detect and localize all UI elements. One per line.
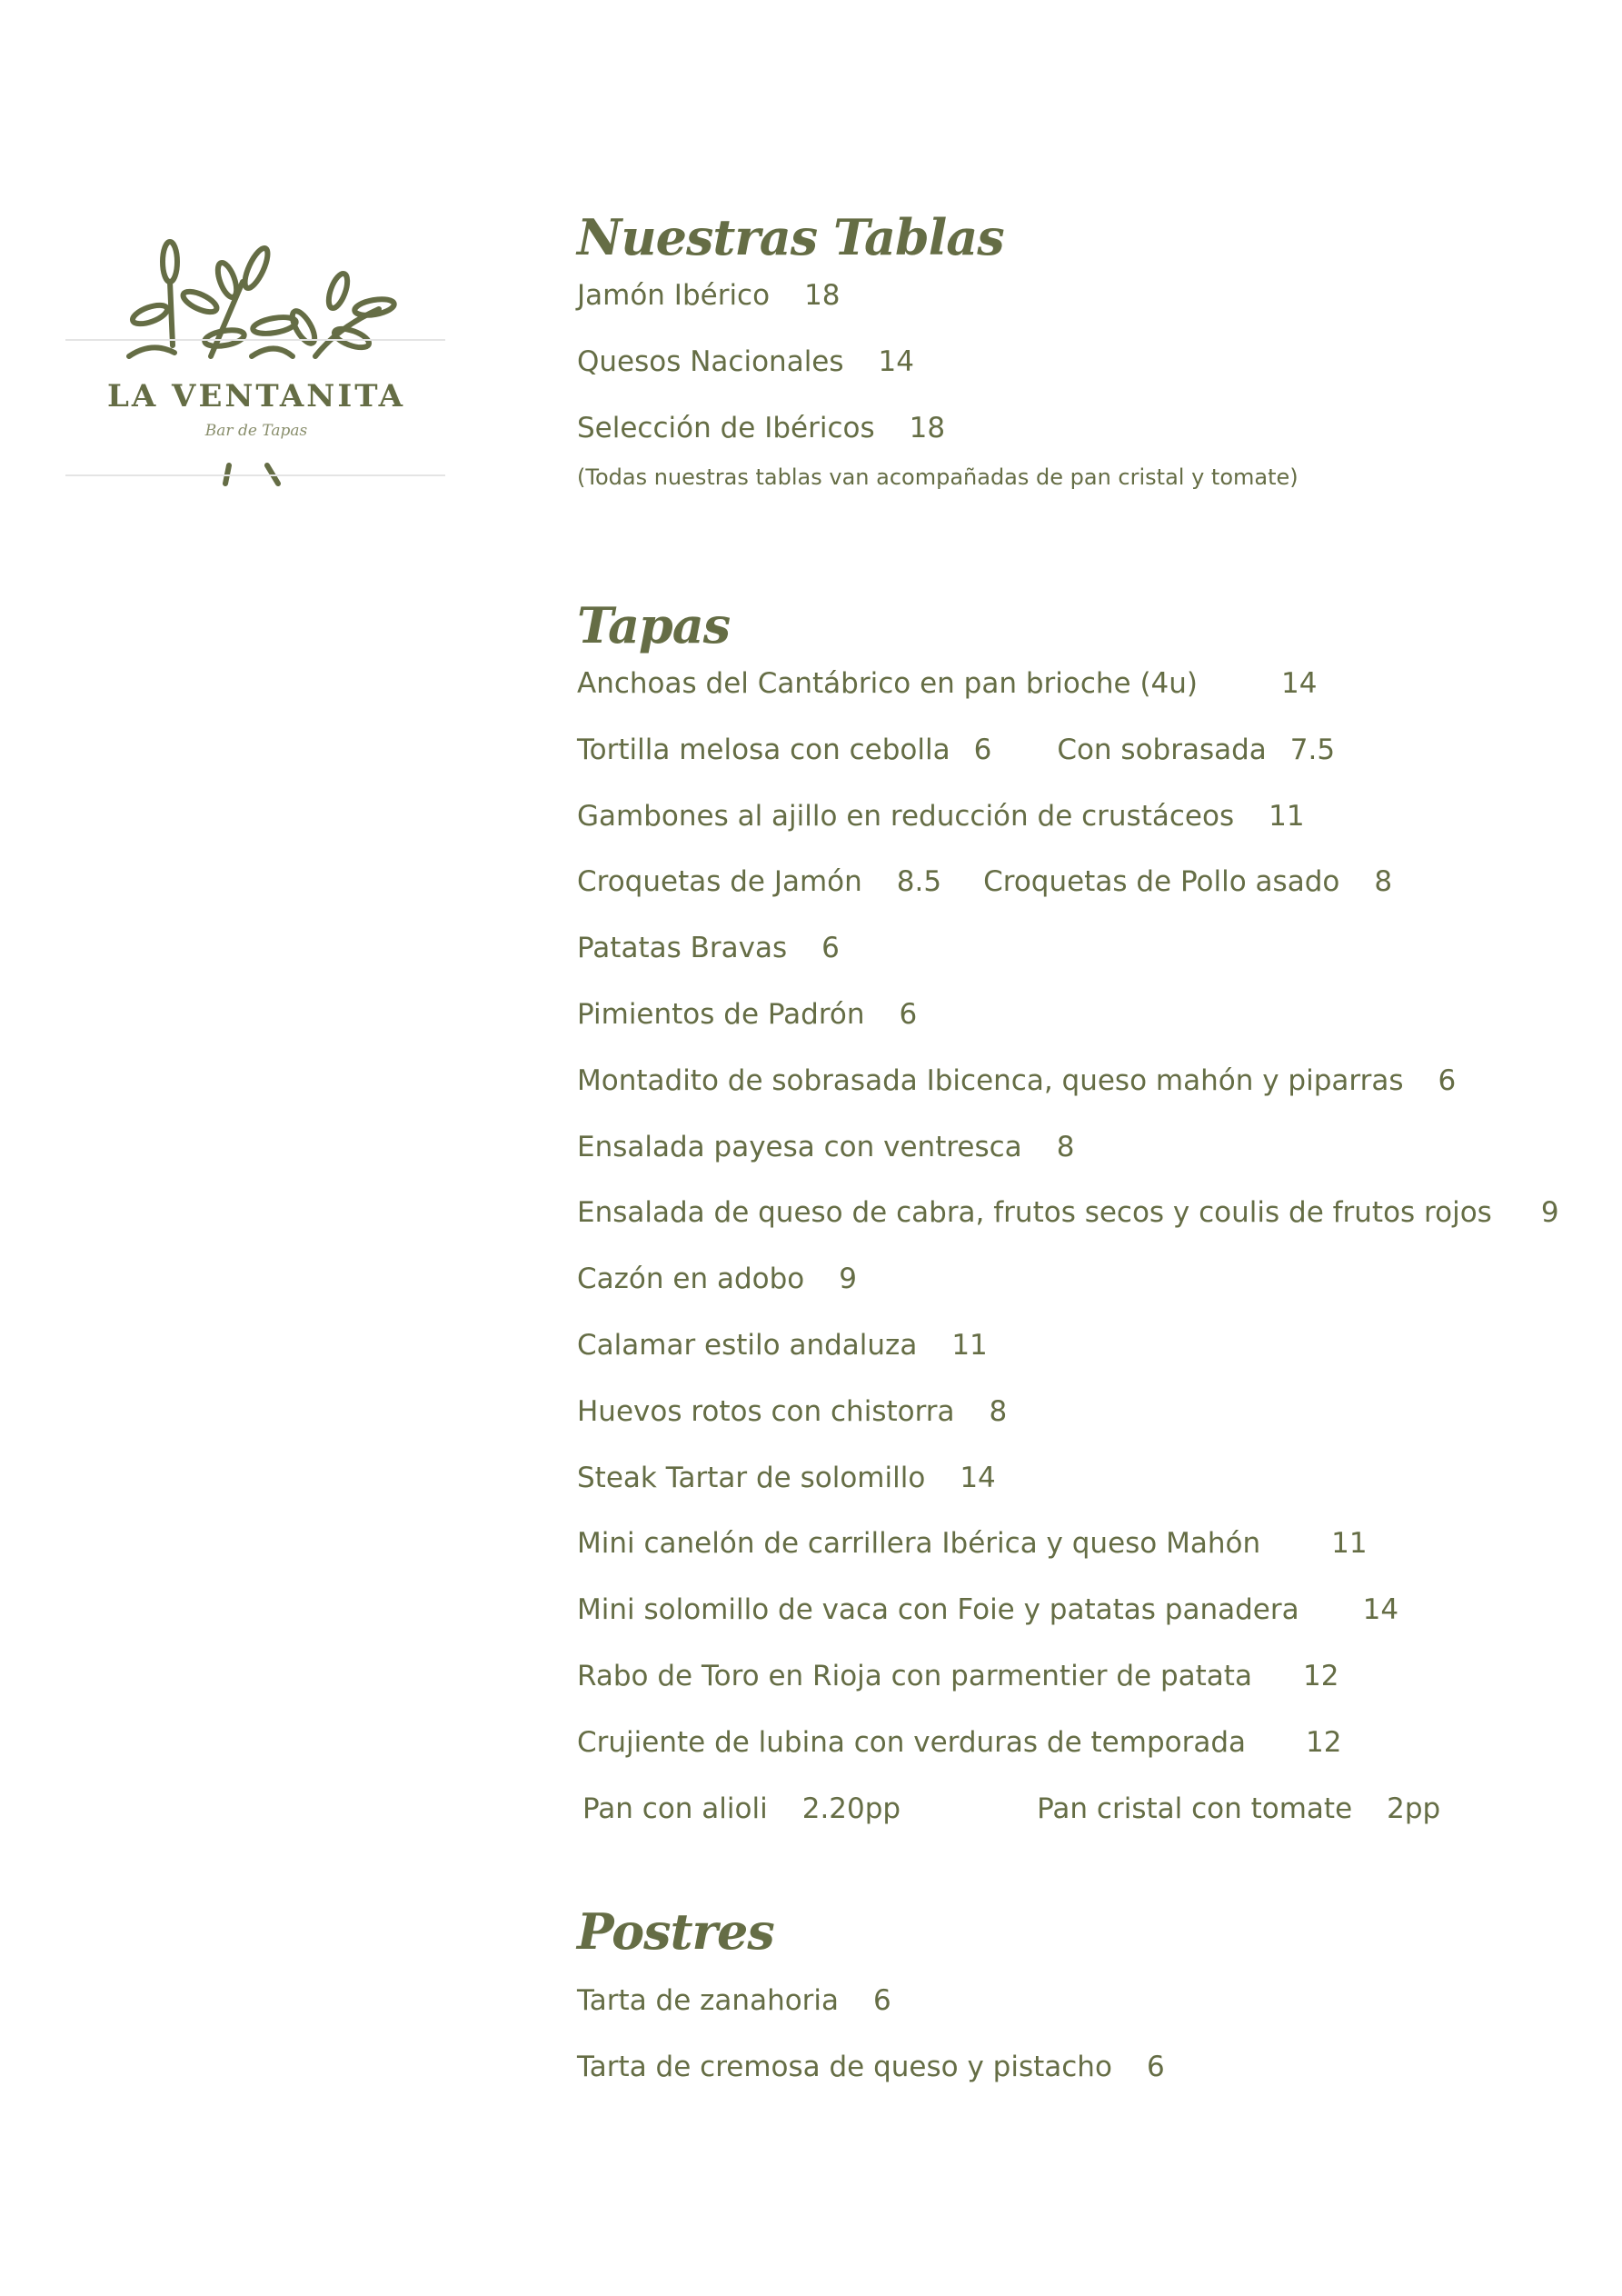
item-name-2: Croquetas de Pollo asado — [983, 865, 1340, 899]
section-tablas — [577, 205, 1577, 495]
menu-item — [577, 791, 1577, 857]
item-name: Rabo de Toro en Rioja con parmentier de patata — [577, 1659, 1252, 1692]
item-price: 14 — [1281, 667, 1318, 700]
item-price: 8 — [1056, 1130, 1075, 1163]
item-name: Ensalada de queso de cabra, frutos secos y coulis de frutos rojos — [577, 1196, 1492, 1230]
item-price: 18 — [909, 411, 946, 444]
item-price: 6 — [973, 733, 992, 766]
item-price: 9 — [839, 1263, 857, 1296]
item-name: Patatas Bravas — [577, 932, 788, 965]
item-list — [577, 658, 1577, 1849]
item-name: Pimientos de Padrón — [577, 997, 865, 1031]
section-title: Tapas — [577, 596, 731, 654]
item-price: 14 — [960, 1461, 996, 1494]
item-price: 12 — [1306, 1725, 1342, 1759]
menu-item — [577, 1651, 1577, 1717]
item-name: Tarta de cremosa de queso y pistacho — [577, 2050, 1112, 2083]
item-price-2: 7.5 — [1289, 733, 1336, 766]
section-title: Nuestras Tablas — [577, 208, 1004, 266]
item-price: 6 — [873, 1984, 891, 2017]
item-price: 2.20pp — [801, 1792, 901, 1825]
menu-item — [577, 989, 1577, 1055]
item-price: 11 — [1331, 1527, 1368, 1561]
menu-item — [577, 1253, 1577, 1320]
item-price: 14 — [878, 344, 914, 378]
menu-item — [577, 1783, 1577, 1850]
menu-item — [577, 1386, 1577, 1452]
menu-item — [577, 270, 1577, 336]
item-price: 12 — [1302, 1659, 1339, 1692]
item-name: Mini canelón de carrillera Ibérica y queso Mahón — [577, 1527, 1261, 1561]
item-name: Selección de Ibéricos — [577, 411, 875, 444]
item-name: Calamar estilo andaluza — [577, 1328, 918, 1362]
item-name: Steak Tartar de solomillo — [577, 1461, 926, 1494]
item-price: 11 — [951, 1328, 988, 1362]
item-price: 6 — [899, 997, 918, 1031]
item-price: 6 — [821, 932, 840, 965]
menu-item — [577, 2041, 1577, 2108]
item-price: 8.5 — [896, 865, 942, 899]
menu-item — [577, 923, 1577, 989]
item-name: Huevos rotos con chistorra — [577, 1394, 955, 1428]
olive-branch-icon — [65, 227, 447, 500]
item-price: 9 — [1540, 1196, 1559, 1230]
item-price: 8 — [989, 1394, 1008, 1428]
item-name: Crujiente de lubina con verduras de temporada — [577, 1725, 1247, 1759]
item-price: 11 — [1269, 799, 1305, 833]
item-name: Gambones al ajillo en reducción de crustáceos — [577, 799, 1235, 833]
item-name-2: Pan cristal con tomate — [1037, 1792, 1353, 1825]
item-list — [577, 270, 1577, 468]
menu-item — [577, 856, 1577, 923]
item-name: Pan con alioli — [582, 1792, 768, 1825]
item-name: Quesos Nacionales — [577, 344, 844, 378]
tablas-note: (Todas nuestras tablas van acompañadas de pan cristal y tomate) — [577, 464, 1299, 491]
menu-item — [577, 336, 1577, 403]
item-name: Jamón Ibérico — [577, 279, 771, 312]
item-name: Tarta de zanahoria — [577, 1984, 840, 2017]
menu-item — [577, 724, 1577, 791]
item-price-2: 2pp — [1387, 1792, 1441, 1825]
menu-item — [577, 1717, 1577, 1783]
item-name: Anchoas del Cantábrico en pan brioche (4u) — [577, 667, 1198, 700]
section-postres — [577, 1899, 1577, 2108]
menu-item — [577, 1320, 1577, 1386]
menu-item — [577, 1187, 1577, 1253]
item-name: Cazón en adobo — [577, 1263, 805, 1296]
menu-item — [577, 1584, 1577, 1651]
item-name: Ensalada payesa con ventresca — [577, 1130, 1022, 1163]
item-price: 6 — [1146, 2050, 1165, 2083]
item-name: Mini solomillo de vaca con Foie y patatas panadera — [577, 1593, 1299, 1627]
menu-item — [577, 1055, 1577, 1122]
menu-item — [577, 1122, 1577, 1188]
menu-item — [577, 1452, 1577, 1519]
item-name-2: Con sobrasada — [1057, 733, 1267, 766]
item-price: 18 — [804, 279, 841, 312]
item-price-2: 8 — [1374, 865, 1393, 899]
item-name: Montadito de sobrasada Ibicenca, queso mahón y piparras — [577, 1063, 1404, 1097]
item-name: Tortilla melosa con cebolla — [577, 733, 950, 766]
menu-item — [577, 1518, 1577, 1584]
logo — [65, 227, 447, 500]
item-price: 14 — [1362, 1593, 1399, 1627]
section-title: Postres — [577, 1902, 774, 1961]
logo-divider-top — [65, 339, 445, 341]
item-name: Croquetas de Jamón — [577, 865, 862, 899]
logo-subtitle: Bar de Tapas — [204, 422, 308, 440]
item-list — [577, 1975, 1577, 2108]
logo-divider-bottom — [65, 474, 445, 476]
menu-item — [577, 658, 1577, 724]
item-price: 6 — [1438, 1063, 1457, 1097]
logo-name: LA VENTANITA — [106, 378, 406, 414]
menu-item — [577, 1975, 1577, 2041]
section-tapas — [577, 593, 1577, 1849]
